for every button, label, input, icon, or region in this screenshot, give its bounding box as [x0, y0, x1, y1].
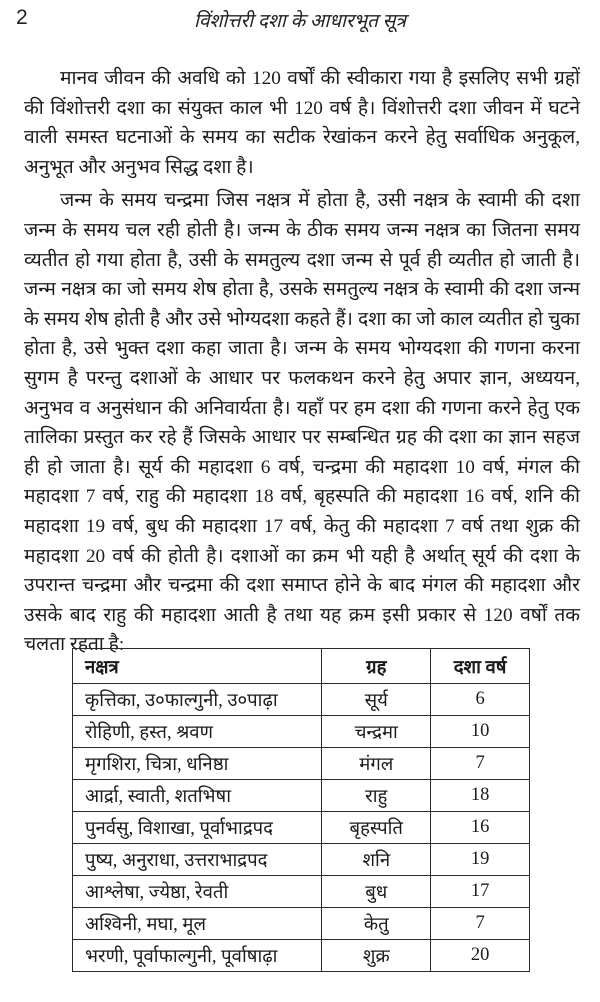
- cell-graha: मंगल: [322, 748, 431, 780]
- paragraph: जन्म के समय चन्द्रमा जिस नक्षत्र में होता है, उसी नक्षत्र के स्वामी की दशा जन्म के समय चल रही होती है। जन्म के ठीक समय जन्म नक्षत्र का जितना समय व्यतीत हो गया होता है, उसी के समतुल्य दशा जन्म से पूर्व ही व्यतीत हो जाती है। जन्म नक्षत्र का जो समय शेष होता है, उसके समतुल्य नक्षत्र के स्वामी की दशा जन्म के समय शेष होती है और उसे भोग्यदशा कहते हैं। दशा का जो काल व्यतीत हो चुका होता है, उसे भुक्त दशा कहा जाता है। जन्म के समय भोग्यदशा की गणना करना सुगम है परन्तु दशाओं के आधार पर फलकथन करने हेतु अपार ज्ञान, अध्ययन, अनुभव व अनुसंधान की अनिवार्यता है। यहाँ पर हम दशा की गणना करने हेतु एक तालिका प्रस्तुत कर रहे हैं जिसके आधार पर सम्बन्धित ग्रह की दशा का ज्ञान सहज ही हो जाता है। सूर्य की महादशा 6 वर्ष, चन्द्रमा की महादशा 10 वर्ष, मंगल की महादशा 7 वर्ष, राहु की महादशा 18 वर्ष, बृहस्पति की महादशा 16 वर्ष, शनि की महादशा 19 वर्ष, बुध की महादशा 17 वर्ष, केतु की महादशा 7 वर्ष तथा शुक्र की महादशा 20 वर्ष की होती है। दशाओं का क्रम भी यही है अर्थात् सूर्य की दशा के उपरान्त चन्द्रमा और चन्द्रमा की दशा समाप्त होने के बाद मंगल की महादशा और उसके बाद राहु की महादशा आती है तथा यह क्रम इसी प्रकार से 120 वर्षों तक चलता रहता है:: [24, 190, 580, 656]
- table-header-row: [73, 649, 530, 684]
- cell-years: 19: [431, 844, 530, 876]
- cell-graha: केतु: [322, 908, 431, 940]
- table-row: [73, 812, 530, 844]
- header-nakshatra: नक्षत्र: [73, 649, 322, 684]
- table-row: [73, 684, 530, 716]
- cell-nakshatra: रोहिणी, हस्त, श्रवण: [73, 716, 322, 748]
- cell-years: 18: [431, 780, 530, 812]
- cell-years: 10: [431, 716, 530, 748]
- cell-years: 16: [431, 812, 530, 844]
- table-row: [73, 716, 530, 748]
- table-row: [73, 780, 530, 812]
- header-graha: ग्रह: [322, 649, 431, 684]
- nakshatra-dasha-table: [72, 648, 530, 972]
- table-row: [73, 844, 530, 876]
- cell-graha: बृहस्पति: [322, 812, 431, 844]
- cell-nakshatra: भरणी, पूर्वाफाल्गुनी, पूर्वाषाढ़ा: [73, 940, 322, 972]
- running-head: [0, 4, 600, 34]
- cell-graha: बुध: [322, 876, 431, 908]
- cell-years: 20: [431, 940, 530, 972]
- running-title: विंशोत्तरी दशा के आधारभूत सूत्र: [194, 11, 406, 32]
- cell-nakshatra: अश्विनी, मघा, मूल: [73, 908, 322, 940]
- cell-nakshatra: कृत्तिका, उ०फाल्गुनी, उ०पाढ़ा: [73, 684, 322, 716]
- cell-years: 6: [431, 684, 530, 716]
- cell-nakshatra: आश्लेषा, ज्येष्ठा, रेवती: [73, 876, 322, 908]
- cell-nakshatra: आर्द्रा, स्वाती, शतभिषा: [73, 780, 322, 812]
- cell-graha: राहु: [322, 780, 431, 812]
- cell-graha: सूर्य: [322, 684, 431, 716]
- table-row: [73, 748, 530, 780]
- cell-years: 7: [431, 908, 530, 940]
- table-row: [73, 908, 530, 940]
- header-dasha-years: दशा वर्ष: [431, 649, 530, 684]
- body-text: [24, 64, 580, 660]
- cell-graha: शुक्र: [322, 940, 431, 972]
- paragraph: मानव जीवन की अवधि को 120 वर्षों की स्वीकारा गया है इसलिए सभी ग्रहों की विंशोत्तरी दशा का संयुक्त काल भी 120 वर्ष है। विंशोत्तरी दशा जीवन में घटने वाली समस्त घटनाओं के समय का सटीक रेखांकन करने हेतु सर्वाधिक अनुकूल, अनुभूत और अनुभव सिद्ध दशा है।: [24, 68, 580, 178]
- cell-nakshatra: पुष्य, अनुराधा, उत्तराभाद्रपद: [73, 844, 322, 876]
- cell-graha: शनि: [322, 844, 431, 876]
- page-number: 2: [16, 6, 28, 29]
- cell-years: 7: [431, 748, 530, 780]
- table-row: [73, 940, 530, 972]
- cell-nakshatra: मृगशिरा, चित्रा, धनिष्ठा: [73, 748, 322, 780]
- cell-nakshatra: पुनर्वसु, विशाखा, पूर्वाभाद्रपद: [73, 812, 322, 844]
- cell-years: 17: [431, 876, 530, 908]
- table-row: [73, 876, 530, 908]
- cell-graha: चन्द्रमा: [322, 716, 431, 748]
